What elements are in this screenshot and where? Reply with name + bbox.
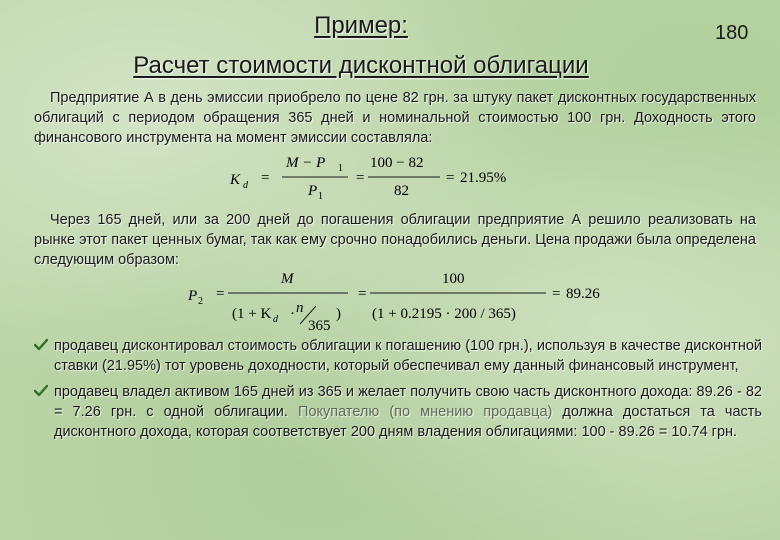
formula2-den1-close: ): [336, 306, 341, 322]
formula1-lhs-sub: d: [243, 180, 248, 191]
formula2-result: 89.26: [566, 286, 600, 302]
sale-paragraph: Через 165 дней, или за 200 дней до погашения облигации предприятие А решило реализовать на рынке этот пакет ценных бумаг, так как ему срочно понадобились деньги. Цена продажи была определена следующим образом:: [34, 212, 756, 268]
formula1-num1-sub: 1: [338, 163, 343, 174]
list-item: [34, 382, 762, 442]
formula2-lhs-sub: 2: [198, 296, 203, 307]
formula2-num1: M: [281, 271, 294, 287]
checkmark-icon: [34, 384, 48, 398]
formula2-lhs: P: [188, 288, 198, 304]
page-subtitle: Расчет стоимости дисконтной облигации: [133, 52, 589, 79]
formula1-den1: P: [308, 183, 318, 199]
formula1-result: 21.95%: [460, 170, 507, 186]
formula1-num1: M − P: [286, 155, 326, 171]
bullet-text-part-b: Покупателю (по мнению продавца): [298, 404, 553, 420]
bullet-list: [34, 336, 762, 448]
formula1-eq1: =: [261, 170, 270, 186]
checkmark-icon: [34, 338, 48, 352]
formula2-num2: 100: [442, 271, 465, 287]
formula2-eq2: =: [358, 286, 367, 302]
page-title: Пример:: [314, 12, 408, 39]
bullet-text-part-c: должна достаться та часть дисконтного дохода, которая соответствует 200 дням владения облигациями: 100 - 89.26 = 10.74 грн.: [54, 404, 762, 440]
page-number: 180: [715, 22, 749, 44]
formula1-den1-sub: 1: [318, 191, 323, 202]
formula2-eq3: =: [552, 286, 561, 302]
formula1-den2: 82: [394, 183, 409, 199]
intro-paragraph: Предприятие А в день эмиссии приобрело по цене 82 грн. за штуку пакет дисконтных государственных облигаций с периодом обращения 365 дней и номинальной стоимостью 100 грн. Доходность этого финансового инструмента на момент эмиссии составляла:: [34, 90, 756, 146]
formula2-den1-open: (1 + K: [232, 306, 272, 322]
formula2-den2: (1 + 0.2195 · 200 / 365): [372, 306, 516, 322]
formula1-lhs: K: [230, 172, 241, 188]
list-item: [34, 336, 762, 376]
formula1-eq3: =: [446, 170, 455, 186]
formula2-den1-sub: d: [273, 314, 278, 325]
formula1-num2: 100 − 82: [370, 155, 424, 171]
formula2-den1-365: 365: [308, 318, 331, 334]
formula2-dot: ·: [290, 306, 295, 322]
bullet-text: продавец дисконтировал стоимость облигации к погашению (100 грн.), используя в качестве дисконтной ставки (21.95%) тот уровень доходности, который обеспечивал ему данный финансовый инструмент,: [54, 338, 762, 374]
formula-yield: [228, 150, 548, 202]
formula-price: [186, 266, 636, 336]
formula2-eq1: =: [216, 286, 225, 302]
formula2-den1-n: n: [296, 300, 304, 316]
bullet-text-part-a: продавец владел активом 165 дней из 365 и желает получить свою часть дисконтного дохода: 89.26 - 82 = 7.26 грн. с одной облигации.: [54, 384, 762, 420]
formula1-eq2: =: [356, 170, 365, 186]
